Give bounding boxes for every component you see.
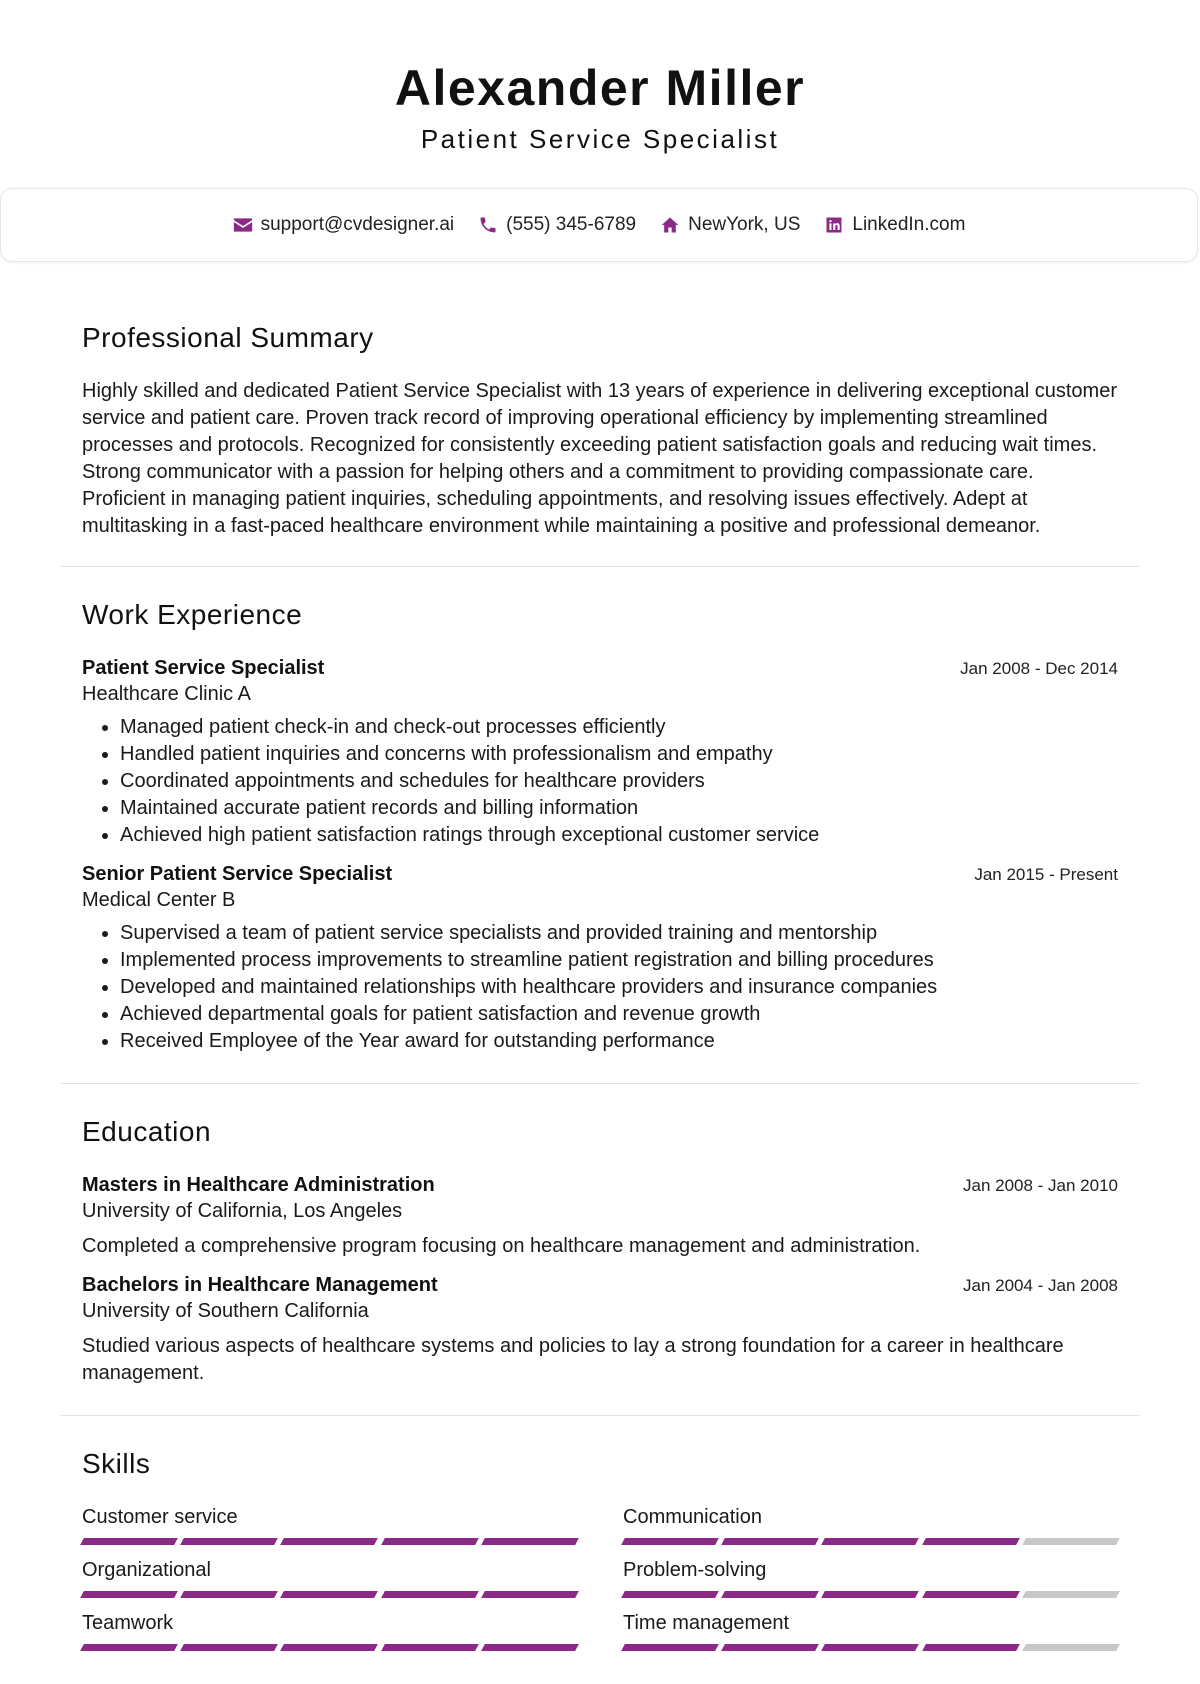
skill-level-bar bbox=[82, 1538, 577, 1545]
job-bullet: • Managed patient check-in and check-out processes efficiently bbox=[120, 714, 1118, 741]
contact-linkedin[interactable] bbox=[824, 214, 965, 236]
job-bullet: • Handled patient inquiries and concerns with professionalism and empathy bbox=[120, 741, 1118, 768]
skill-level-segment bbox=[1022, 1644, 1120, 1651]
degree-title: Bachelors in Healthcare Management bbox=[82, 1274, 438, 1296]
job-company: Medical Center B bbox=[82, 889, 236, 911]
skills-heading: Skills bbox=[82, 1448, 151, 1479]
candidate-title: Patient Service Specialist bbox=[420, 124, 780, 154]
skill-level-bar bbox=[82, 1644, 577, 1651]
skill-level-segment bbox=[281, 1538, 379, 1545]
skill-level-segment bbox=[1022, 1538, 1120, 1545]
phone-icon bbox=[478, 215, 498, 235]
job-bullets bbox=[82, 714, 1118, 849]
skill-level-segment bbox=[822, 1538, 920, 1545]
summary-section bbox=[60, 290, 1140, 567]
skill-name: Time management bbox=[623, 1612, 789, 1634]
job-date: Jan 2008 - Dec 2014 bbox=[960, 659, 1118, 678]
skill-item bbox=[623, 1504, 1118, 1545]
contact-linkedin-text: LinkedIn.com bbox=[852, 214, 966, 235]
skills-grid bbox=[82, 1504, 1118, 1651]
skills-section bbox=[60, 1416, 1140, 1651]
job-entry bbox=[82, 655, 1118, 849]
education-entry bbox=[82, 1272, 1118, 1387]
education-description: Completed a comprehensive program focusing on healthcare management and administration. bbox=[82, 1235, 921, 1257]
resume-header bbox=[0, 0, 1200, 154]
skill-item bbox=[623, 1557, 1118, 1598]
education-date: Jan 2004 - Jan 2008 bbox=[962, 1276, 1118, 1295]
job-bullet: • Maintained accurate patient records and billing information bbox=[120, 795, 1118, 822]
skill-level-segment bbox=[80, 1644, 178, 1651]
skill-level-segment bbox=[281, 1591, 379, 1598]
school-name: University of Southern California bbox=[82, 1300, 369, 1322]
job-bullet: • Implemented process improvements to streamline patient registration and billing procedures bbox=[120, 947, 1118, 974]
skill-level-segment bbox=[822, 1644, 920, 1651]
education-section bbox=[60, 1084, 1140, 1416]
summary-text: Highly skilled and dedicated Patient Service Specialist with 13 years of experience in delivering exceptional customer service and patient care. Proven track record of improving operational efficiency by implementing streamlined processes and protocols. Recognized for consistently exceeding patient satisfaction goals and reducing wait times. Strong communicator with a passion for helping others and a commitment to providing compassionate care. Proficient in managing patient inquiries, scheduling appointments, and resolving issues effectively. Adept at multitasking in a fast-paced healthcare environment while maintaining a positive and professional demeanor. bbox=[82, 380, 1117, 537]
skill-item bbox=[623, 1610, 1118, 1651]
skill-level-segment bbox=[922, 1591, 1020, 1598]
skill-level-segment bbox=[481, 1538, 579, 1545]
skill-level-segment bbox=[621, 1538, 719, 1545]
education-description: Studied various aspects of healthcare systems and policies to lay a strong foundation for a career in healthcare management. bbox=[82, 1335, 1064, 1384]
education-date: Jan 2008 - Jan 2010 bbox=[962, 1176, 1118, 1195]
skill-level-segment bbox=[80, 1538, 178, 1545]
home-icon bbox=[660, 215, 680, 235]
job-date: Jan 2015 - Present bbox=[974, 865, 1118, 884]
skill-level-segment bbox=[621, 1591, 719, 1598]
linkedin-icon bbox=[824, 215, 844, 235]
envelope-icon bbox=[233, 215, 253, 235]
skill-level-segment bbox=[381, 1591, 479, 1598]
summary-heading: Professional Summary bbox=[82, 322, 374, 353]
skill-name: Problem-solving bbox=[623, 1559, 767, 1581]
degree-title: Masters in Healthcare Administration bbox=[82, 1174, 435, 1196]
skill-level-segment bbox=[481, 1591, 579, 1598]
skill-level-segment bbox=[822, 1591, 920, 1598]
experience-heading: Work Experience bbox=[82, 599, 303, 630]
skill-level-segment bbox=[381, 1644, 479, 1651]
skill-level-segment bbox=[481, 1644, 579, 1651]
job-entry bbox=[82, 861, 1118, 1055]
skill-item bbox=[82, 1557, 577, 1598]
contact-location-text: NewYork, US bbox=[688, 214, 801, 235]
job-bullet: • Achieved departmental goals for patient satisfaction and revenue growth bbox=[120, 1001, 1118, 1028]
candidate-name: Alexander Miller bbox=[394, 60, 806, 116]
skill-level-segment bbox=[180, 1644, 278, 1651]
resume-content bbox=[60, 290, 1140, 1651]
contact-location bbox=[660, 214, 800, 236]
skill-level-segment bbox=[621, 1644, 719, 1651]
skill-level-bar bbox=[82, 1591, 577, 1598]
skill-name: Teamwork bbox=[82, 1612, 174, 1634]
job-bullet: • Developed and maintained relationships with healthcare providers and insurance companies bbox=[120, 974, 1118, 1001]
contact-phone[interactable] bbox=[478, 214, 636, 236]
skill-level-segment bbox=[381, 1538, 479, 1545]
job-title: Senior Patient Service Specialist bbox=[82, 863, 393, 885]
education-entry bbox=[82, 1172, 1118, 1260]
skill-name: Organizational bbox=[82, 1559, 211, 1581]
skill-item bbox=[82, 1504, 577, 1545]
job-bullet: • Supervised a team of patient service specialists and provided training and mentorship bbox=[120, 920, 1118, 947]
contact-email-text: support@cvdesigner.ai bbox=[260, 214, 455, 235]
contact-bar bbox=[0, 188, 1198, 262]
skill-level-segment bbox=[721, 1538, 819, 1545]
skill-level-bar bbox=[623, 1591, 1118, 1598]
skill-level-bar bbox=[623, 1644, 1118, 1651]
skill-level-segment bbox=[180, 1591, 278, 1598]
skill-level-segment bbox=[281, 1644, 379, 1651]
skill-level-bar bbox=[623, 1538, 1118, 1545]
skill-level-segment bbox=[721, 1644, 819, 1651]
skill-level-segment bbox=[922, 1644, 1020, 1651]
job-bullet: • Achieved high patient satisfaction ratings through exceptional customer service bbox=[120, 822, 1118, 849]
job-title: Patient Service Specialist bbox=[82, 657, 325, 679]
skill-level-segment bbox=[180, 1538, 278, 1545]
contact-email[interactable] bbox=[233, 214, 455, 236]
skill-level-segment bbox=[1022, 1591, 1120, 1598]
skill-level-segment bbox=[922, 1538, 1020, 1545]
skill-item bbox=[82, 1610, 577, 1651]
skill-name: Communication bbox=[623, 1506, 762, 1528]
job-bullet: • Received Employee of the Year award for outstanding performance bbox=[120, 1028, 1118, 1055]
experience-section bbox=[60, 567, 1140, 1084]
skill-level-segment bbox=[721, 1591, 819, 1598]
contact-phone-text: (555) 345-6789 bbox=[506, 214, 637, 235]
job-bullet: • Coordinated appointments and schedules for healthcare providers bbox=[120, 768, 1118, 795]
education-heading: Education bbox=[82, 1116, 212, 1147]
skill-name: Customer service bbox=[82, 1506, 238, 1528]
job-bullets bbox=[82, 920, 1118, 1055]
school-name: University of California, Los Angeles bbox=[82, 1200, 403, 1222]
skill-level-segment bbox=[80, 1591, 178, 1598]
job-company: Healthcare Clinic A bbox=[82, 683, 251, 705]
